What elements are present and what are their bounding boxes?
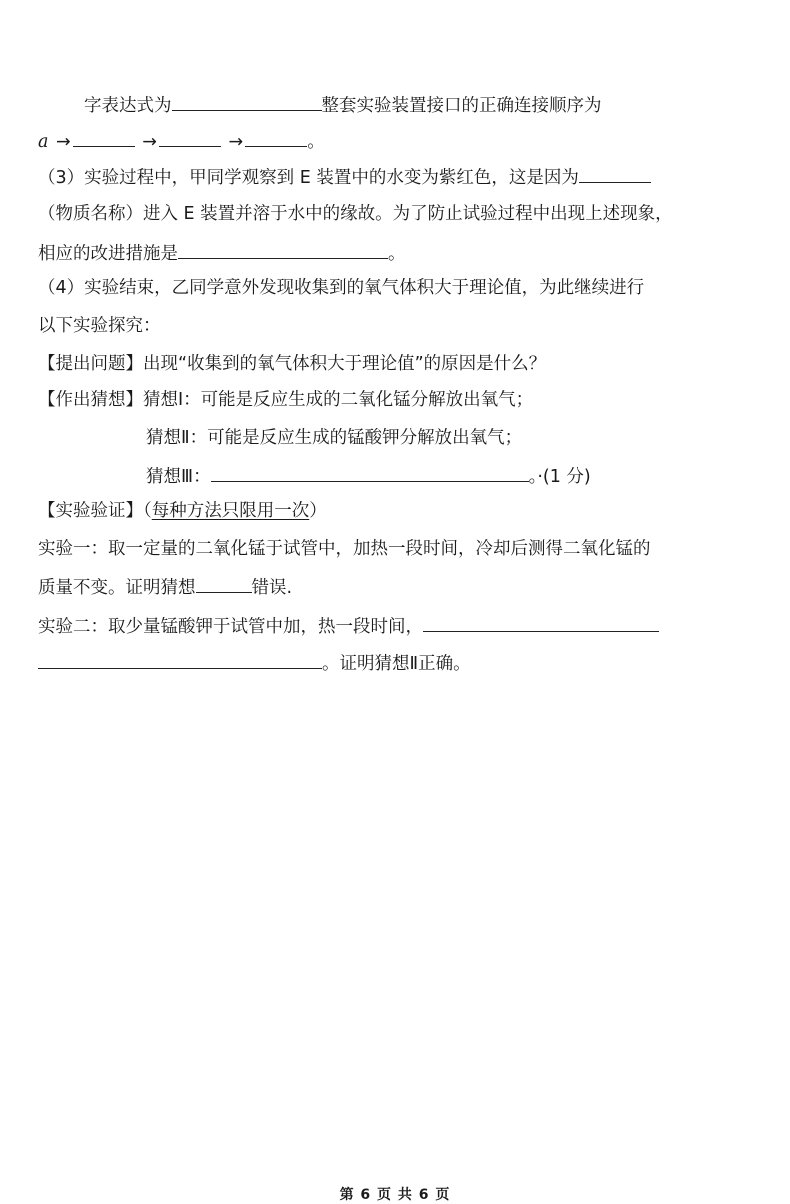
line-11 <box>146 463 591 489</box>
l1-after: 整套实验装置接口的正确连接顺序为 <box>321 96 602 116</box>
l14-after: 错误. <box>251 578 293 598</box>
arrow-1: → <box>56 132 71 152</box>
line-10 <box>146 426 522 450</box>
arrow-3: → <box>228 132 244 152</box>
l2-start: a <box>38 132 49 152</box>
l15-text: 实验二：取少量锰酸钾于试管中加，热一段时间， <box>38 617 423 637</box>
line-13 <box>38 537 651 561</box>
blank-wrong-hypothesis <box>196 574 252 593</box>
l13-text: 实验一：取一定量的二氧化锰于试管中，加热一段时间，冷却后测得二氧化锰的 <box>38 539 651 559</box>
l10-text: 猜想Ⅱ：可能是反应生成的锰酸钾分解放出氧气； <box>146 428 523 448</box>
line-2 <box>38 128 325 154</box>
line-14 <box>38 574 292 600</box>
line-4 <box>38 202 673 226</box>
l14-before: 质量不变。证明猜想 <box>38 578 196 598</box>
l12-bracket: 【实验验证】 <box>38 501 143 521</box>
l11-after: 。·(1 分) <box>528 467 591 487</box>
line-8 <box>38 352 546 376</box>
l12-underlined: 每种方法只限用一次 <box>151 501 310 521</box>
line-3 <box>38 164 651 190</box>
line-6 <box>38 276 644 300</box>
l6-text: （4）实验结束，乙同学意外发现收集到的氧气体积大于理论值，为此继续进行 <box>38 278 645 298</box>
l5-after: 。 <box>388 244 406 264</box>
blank-experiment-2b <box>38 650 322 669</box>
l1-before: 字表达式为 <box>84 96 172 116</box>
blank-substance <box>579 164 651 183</box>
blank-order-3 <box>245 128 307 147</box>
l3-text: （3）实验过程中，甲同学观察到 E 装置中的水变为紫红色，这是因为 <box>38 168 579 188</box>
l5-before: 相应的改进措施是 <box>38 244 178 264</box>
l8-text: 【提出问题】出现“收集到的氧气体积大于理论值”的原因是什么？ <box>38 354 547 374</box>
blank-order-1 <box>73 128 135 147</box>
l2-end: 。 <box>307 132 325 152</box>
line-15 <box>38 613 659 639</box>
page-footer: 第 6 页 共 6 页 <box>339 1187 451 1203</box>
line-5 <box>38 240 406 266</box>
l9-text: 【作出猜想】猜想Ⅰ：可能是反应生成的二氧化锰分解放出氧气； <box>38 390 534 410</box>
l16-after: 。证明猜想Ⅱ正确。 <box>322 654 471 674</box>
line-12 <box>38 499 327 523</box>
blank-expression <box>172 92 322 111</box>
blank-hypothesis-3 <box>211 463 529 482</box>
line-16 <box>38 650 471 676</box>
blank-improvement <box>178 240 388 259</box>
l12-paren-open: （ <box>143 501 152 521</box>
arrow-2: → <box>142 132 157 152</box>
l11-before: 猜想Ⅲ： <box>146 467 211 487</box>
blank-experiment-2a <box>423 613 659 632</box>
line-1 <box>84 92 602 118</box>
l4-text: （物质名称）进入 E 装置并溶于水中的缘故。为了防止试验过程中出现上述现象， <box>38 204 673 224</box>
line-7 <box>38 314 161 338</box>
blank-order-2 <box>159 128 221 147</box>
line-9 <box>38 388 533 412</box>
l12-paren-close: ） <box>309 501 327 521</box>
l7-text: 以下实验探究： <box>38 316 161 336</box>
